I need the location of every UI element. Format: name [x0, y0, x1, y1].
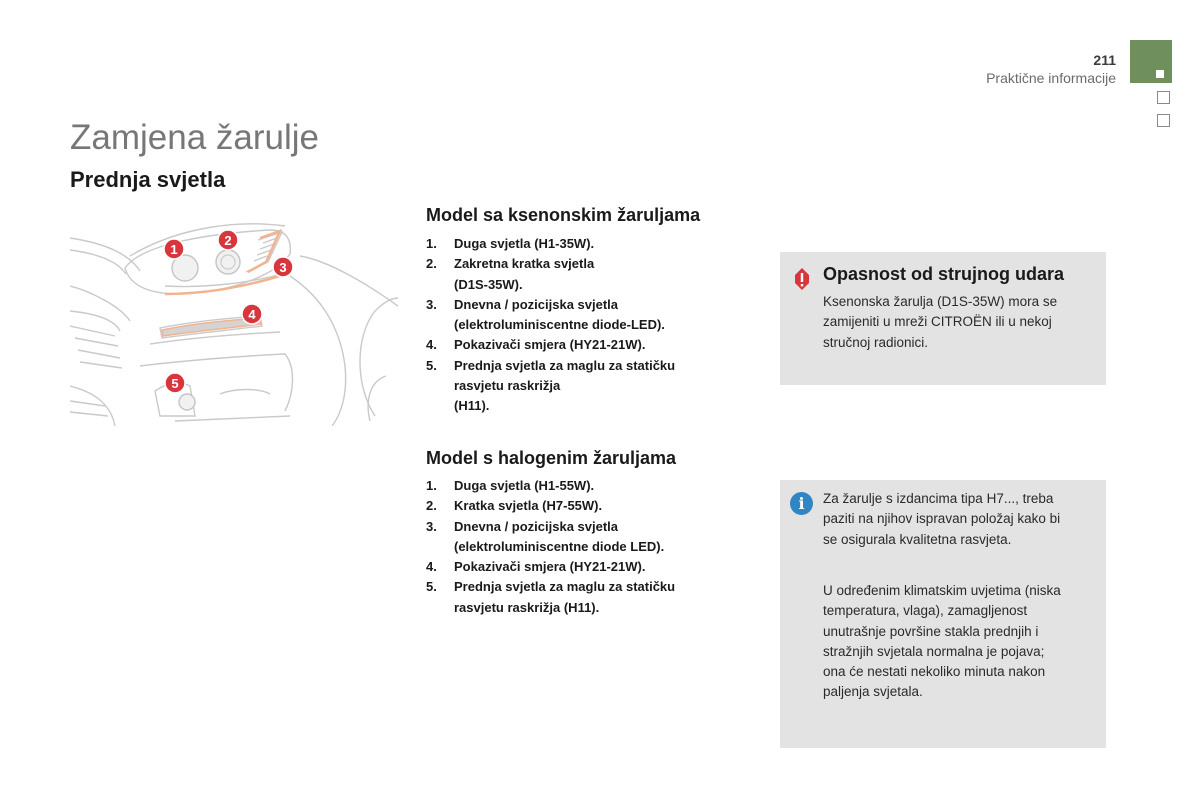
- chapter-tab-box: [1157, 114, 1170, 127]
- chapter-tab-marker: [1156, 70, 1164, 78]
- info-paragraph-1: [823, 489, 1099, 550]
- info-icon: [790, 492, 813, 515]
- list-item: [426, 356, 756, 417]
- list-item: [426, 335, 756, 355]
- halogen-model-title: Model s halogenim žaruljama: [426, 448, 677, 468]
- info-icon-glyph: i: [798, 494, 805, 513]
- callout-5: [165, 373, 185, 393]
- item-number: 5.: [426, 357, 437, 373]
- item-text: (D1S-35W).: [454, 276, 523, 292]
- list-item: [426, 234, 756, 254]
- item-text: rasvjetu raskrižja (H11).: [454, 599, 600, 615]
- list-item: [426, 476, 756, 496]
- warning-text: [823, 292, 1099, 353]
- warning-text-line: Ksenonska žarulja (D1S-35W) mora se: [823, 294, 1058, 309]
- callout-4-label: 4: [248, 307, 256, 322]
- warning-text-line: zamijeniti u mreži CITROËN ili u nekoj: [823, 314, 1052, 330]
- xenon-model-title: Model sa ksenonskim žaruljama: [426, 205, 701, 225]
- item-text: Pokazivači smjera (HY21-21W).: [454, 337, 646, 353]
- list-item: [426, 557, 756, 577]
- item-text: (elektroluminiscentne diode LED).: [454, 538, 665, 554]
- xenon-bulb-list: [426, 234, 756, 417]
- chapter-tab-box: [1157, 91, 1170, 104]
- info-text-line: unutrašnje površine stakla prednjih i: [823, 623, 1039, 639]
- item-text: Kratka svjetla (H7-55W).: [454, 498, 603, 514]
- list-item: [426, 254, 756, 295]
- callout-3: [273, 257, 293, 277]
- item-text: (elektroluminiscentne diode-LED).: [454, 317, 665, 333]
- item-text: Duga svjetla (H1-55W).: [454, 478, 595, 493]
- section-name: Praktične informacije: [986, 70, 1116, 86]
- callout-4: [242, 304, 262, 324]
- page-number: 211: [1093, 52, 1116, 68]
- list-item: [426, 496, 756, 516]
- halogen-bulb-list: [426, 476, 756, 618]
- callout-5-label: 5: [171, 376, 179, 391]
- chapter-tab-active: [1130, 40, 1172, 83]
- item-number: 3.: [426, 296, 437, 312]
- car-front-drawing: [70, 216, 398, 426]
- item-text: rasvjetu raskrižja: [454, 378, 561, 394]
- info-text-line: temperatura, vlaga), zamagljenost: [823, 603, 1028, 619]
- info-text-line: U određenim klimatskim uvjetima (niska: [823, 583, 1061, 598]
- item-number: 4.: [426, 559, 437, 575]
- warning-panel: [780, 252, 1106, 385]
- item-text: Prednja svjetla za maglu za statičku: [454, 357, 676, 373]
- callout-3-label: 3: [279, 260, 287, 275]
- electric-shock-warning-icon: [790, 268, 814, 290]
- item-number: 5.: [426, 579, 437, 595]
- info-text-line: se osigurala kvalitetna rasvjeta.: [823, 531, 1012, 547]
- info-text-line: paziti na njihov ispravan položaj kako bi: [823, 511, 1061, 527]
- info-text-line: stražnjih svjetala normalna je pojava;: [823, 643, 1045, 659]
- item-text: Prednja svjetla za maglu za statičku: [454, 579, 676, 595]
- warning-title: Opasnost od strujnog udara: [823, 264, 1065, 284]
- warning-text-line: stručnoj radionici.: [823, 334, 929, 350]
- callout-2: [218, 230, 238, 250]
- callout-2-label: 2: [224, 233, 232, 248]
- callout-1: [164, 239, 184, 259]
- item-text: Duga svjetla (H1-35W).: [454, 236, 595, 251]
- headlight-illustration: [70, 216, 398, 426]
- item-number: 4.: [426, 337, 437, 353]
- info-text-line: ona će nestati nekoliko minuta nakon: [823, 664, 1046, 680]
- info-text-line: Za žarulje s izdancima tipa H7..., treba: [823, 491, 1054, 506]
- info-paragraph-2: [823, 581, 1099, 703]
- list-item: [426, 295, 756, 336]
- callout-1-label: 1: [170, 242, 178, 257]
- item-number: 2.: [426, 256, 437, 272]
- info-text-line: paljenja svjetala.: [823, 684, 923, 700]
- item-text: (H11).: [454, 398, 490, 414]
- item-number: 1.: [426, 478, 437, 493]
- item-number: 3.: [426, 518, 437, 534]
- item-text: Dnevna / pozicijska svjetla: [454, 518, 619, 534]
- item-text: Pokazivači smjera (HY21-21W).: [454, 559, 646, 575]
- item-number: 2.: [426, 498, 437, 514]
- item-number: 1.: [426, 236, 437, 251]
- subsection-title: Prednja svjetla: [70, 167, 226, 192]
- info-panel: [780, 480, 1106, 748]
- list-item: [426, 517, 756, 558]
- list-item: [426, 577, 756, 618]
- page-title: Zamjena žarulje: [70, 118, 319, 157]
- item-text: Dnevna / pozicijska svjetla: [454, 296, 619, 312]
- item-text: Zakretna kratka svjetla: [454, 256, 595, 272]
